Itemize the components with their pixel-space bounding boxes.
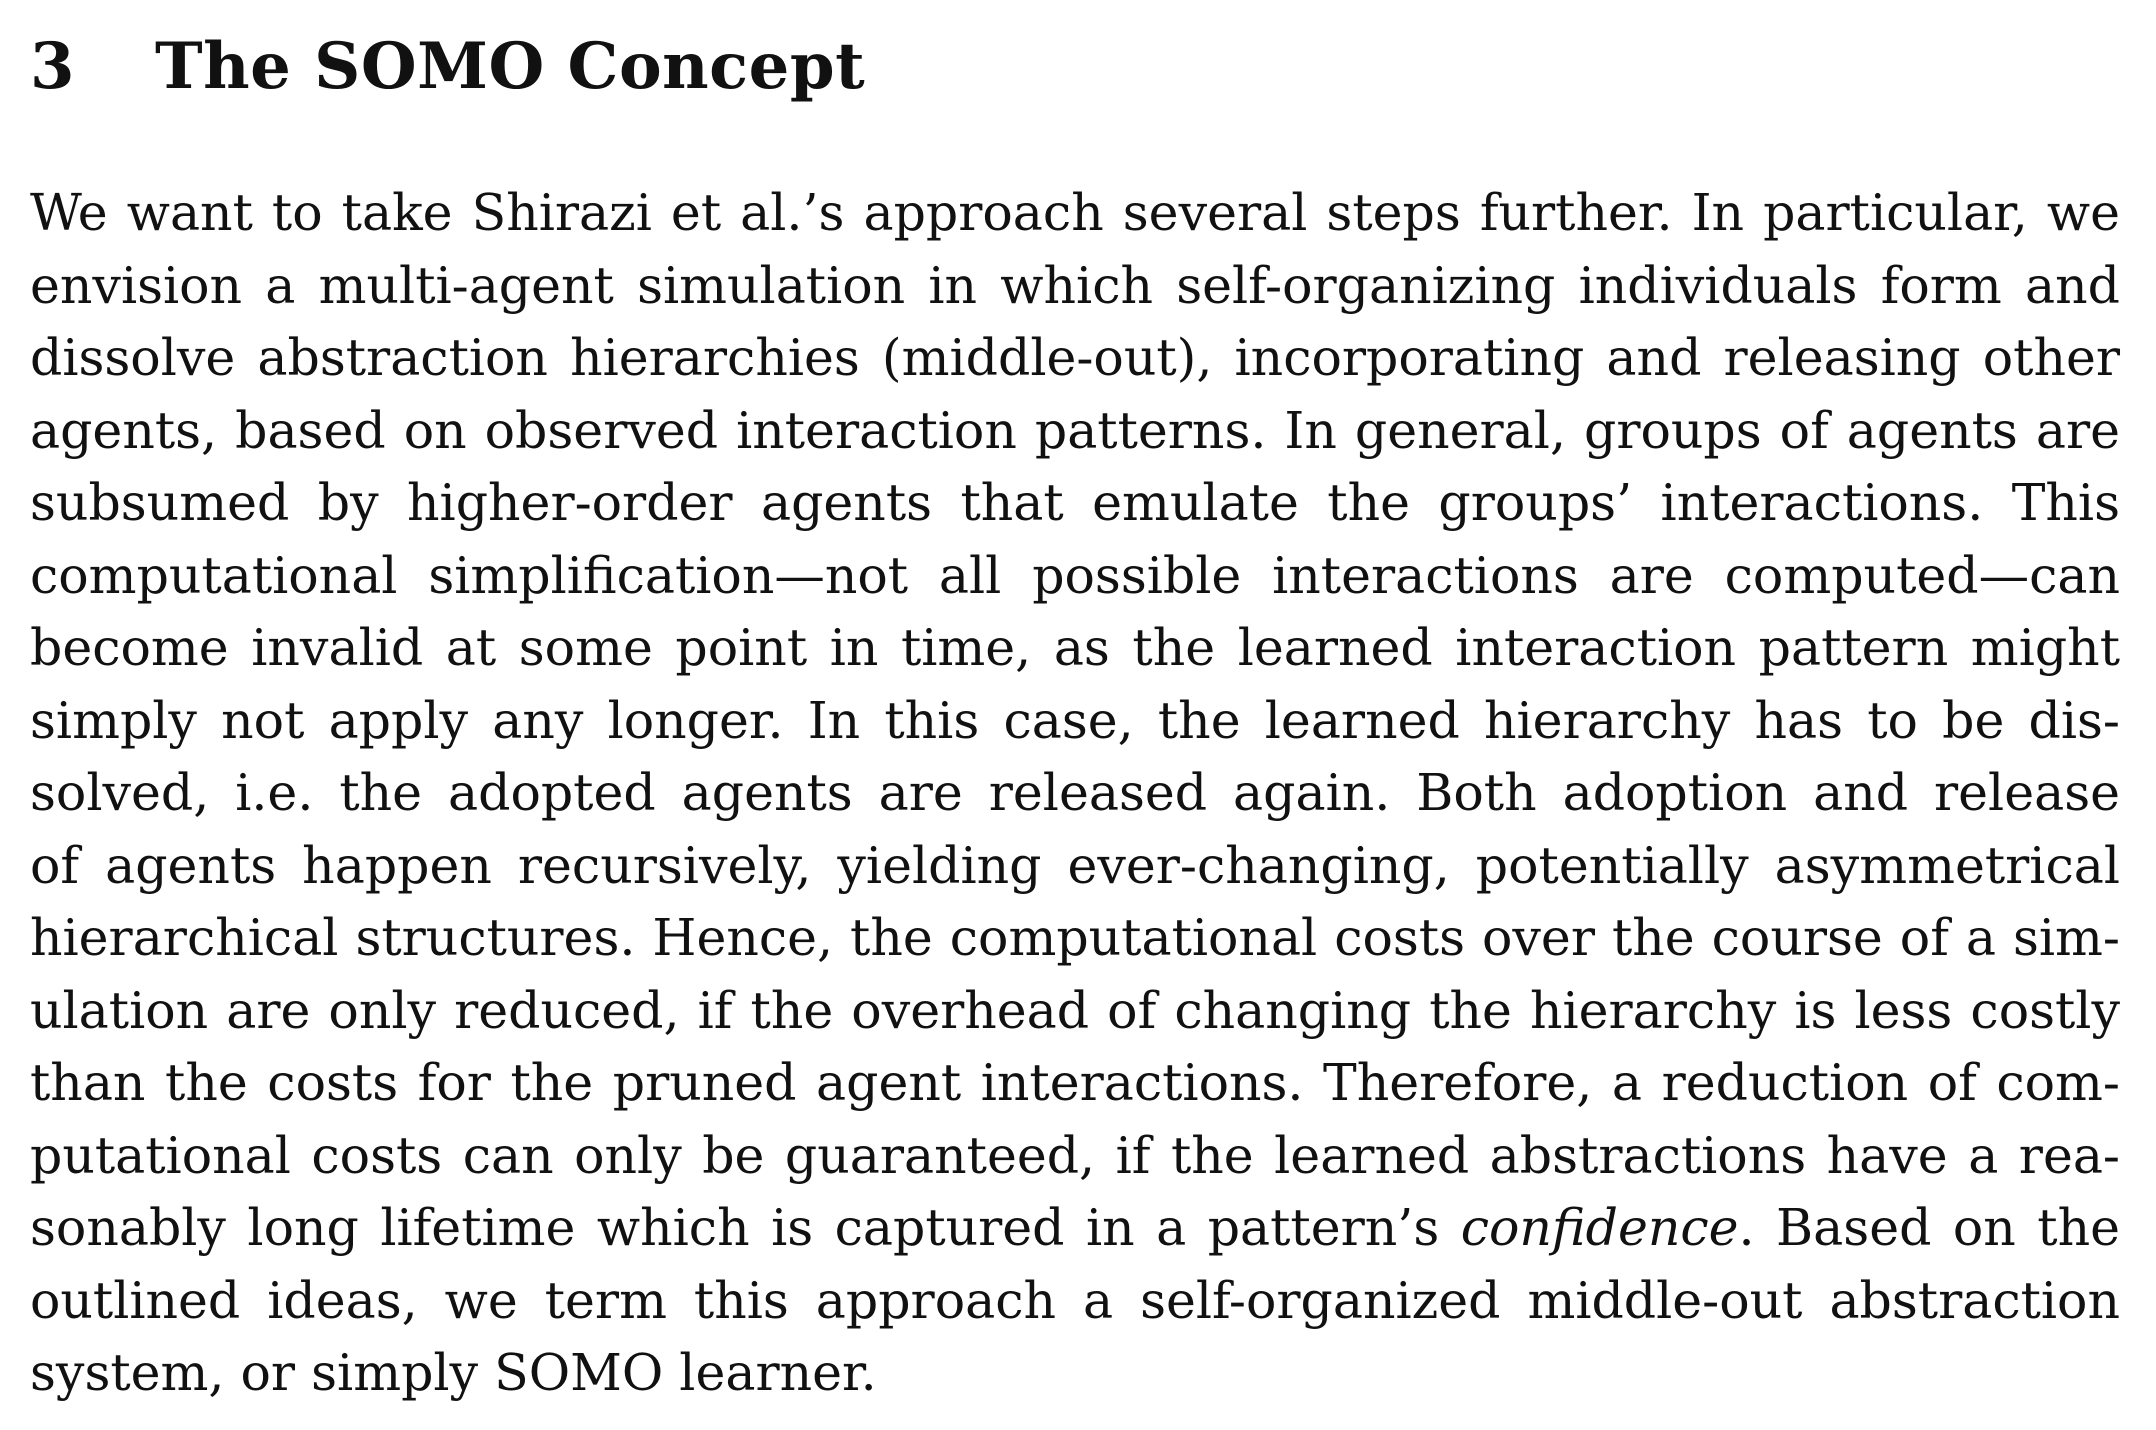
paragraph-line: ulation are only reduced, if the overhead of changing the hierarchy is less costly bbox=[30, 980, 2120, 1040]
paragraph-line-with-emphasis bbox=[30, 1192, 2120, 1265]
paragraph-line: computational simplification—not all possible interactions are computed—can bbox=[30, 545, 2120, 605]
paragraph-line: envision a multi-agent simulation in which self-organizing individuals form and bbox=[30, 255, 2120, 315]
paragraph-line: hierarchical structures. Hence, the computational costs over the course of a sim- bbox=[30, 908, 2120, 967]
paragraph-line: system, or simply SOMO learner. bbox=[30, 1343, 877, 1402]
paragraph-line: dissolve abstraction hierarchies (middle-out), incorporating and releasing other bbox=[30, 328, 2120, 387]
section-title: The SOMO Concept bbox=[155, 29, 866, 104]
paragraph-line: outlined ideas, we term this approach a self-organized middle-out abstraction bbox=[30, 1270, 2120, 1330]
paragraph-line: putational costs can only be guaranteed, if the learned abstractions have a rea- bbox=[30, 1125, 2120, 1185]
paragraph-line: than the costs for the pruned agent interactions. Therefore, a reduction of com- bbox=[30, 1053, 2120, 1112]
section-number: 3 bbox=[30, 29, 76, 104]
paragraph-line: simply not apply any longer. In this case, the learned hierarchy has to be dis- bbox=[30, 690, 2120, 750]
emphasized-term: confidence bbox=[1460, 1198, 1739, 1257]
paragraph-line: become invalid at some point in time, as the learned interaction pattern might bbox=[30, 618, 2120, 677]
paragraph-line-after-emphasis: . Based on the bbox=[1738, 1198, 2120, 1257]
paragraph-line: of agents happen recursively, yielding ever-changing, potentially asymmetrical bbox=[30, 835, 2120, 895]
paragraph-line: solved, i.e. the adopted agents are released again. Both adoption and release bbox=[30, 763, 2120, 822]
paragraph-line: subsumed by higher-order agents that emulate the groups’ interactions. This bbox=[30, 473, 2120, 532]
paragraph-line: agents, based on observed interaction patterns. In general, groups of agents are bbox=[30, 400, 2120, 460]
body-paragraph bbox=[30, 177, 2120, 1410]
document-page bbox=[30, 0, 2120, 1410]
paragraph-line-before-emphasis: sonably long lifetime which is captured in a pattern’s bbox=[30, 1198, 1461, 1257]
paragraph-line: We want to take Shirazi et al.’s approach several steps further. In particular, we bbox=[30, 183, 2120, 242]
section-heading bbox=[30, 22, 2120, 112]
